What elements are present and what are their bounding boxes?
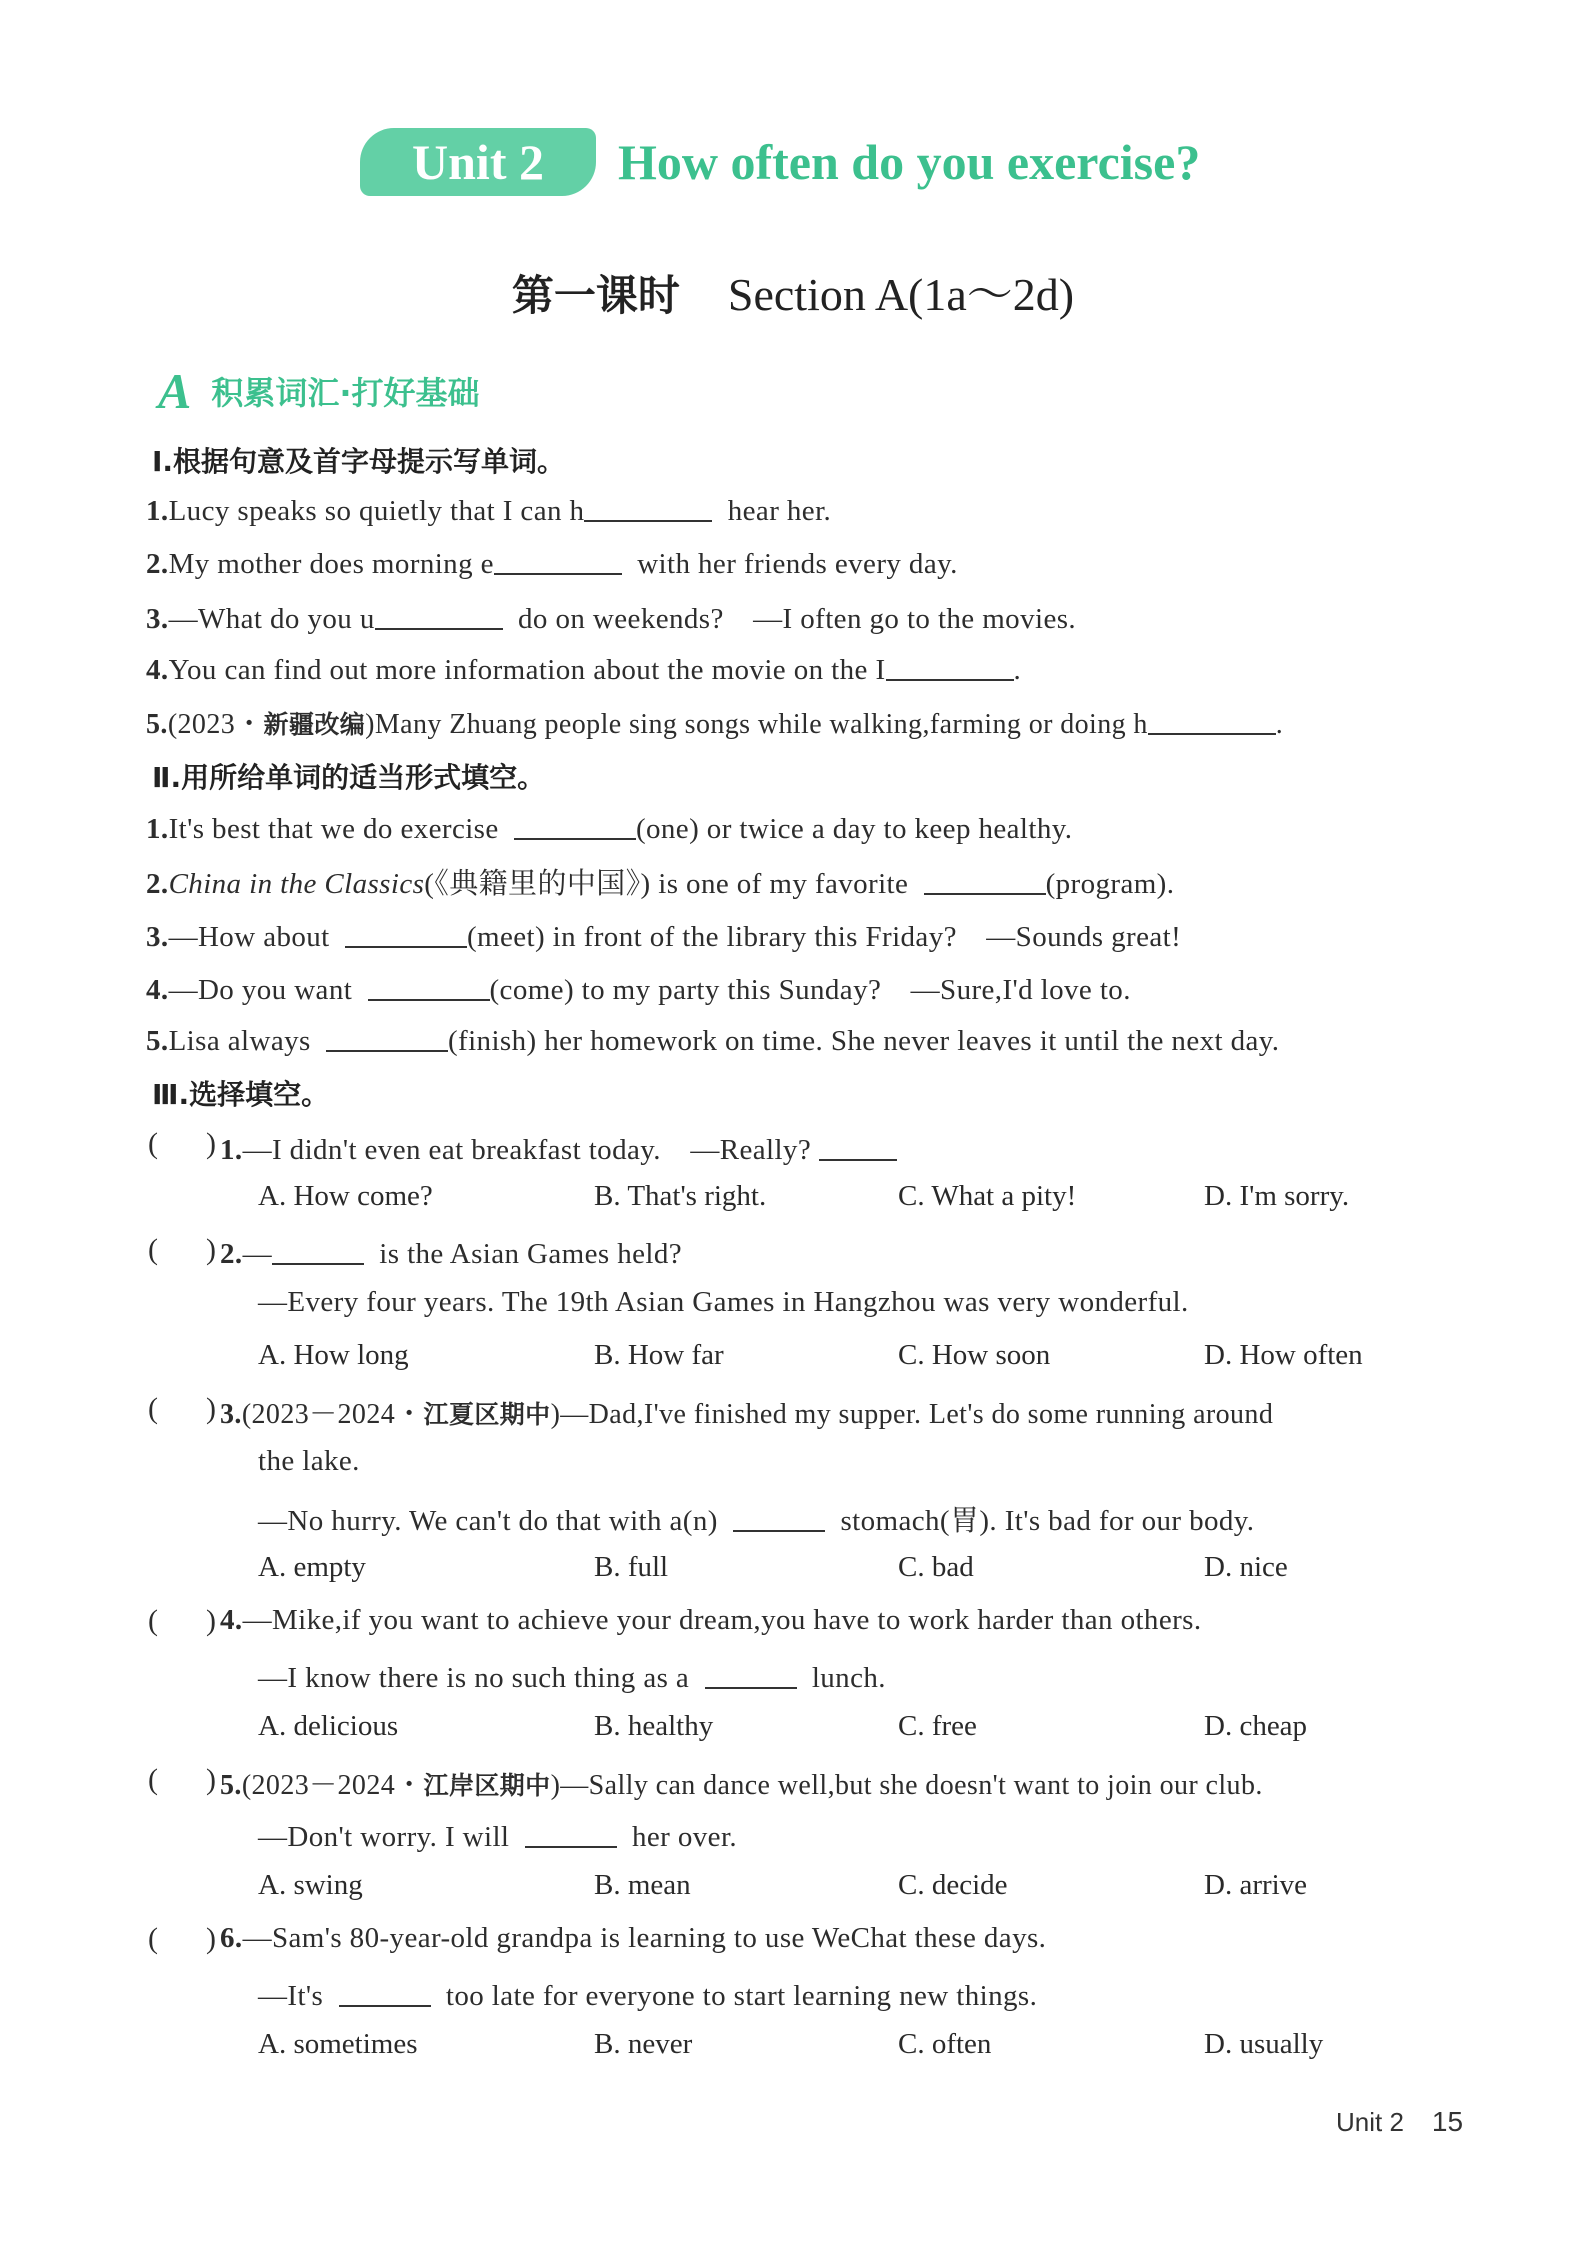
q1-options	[258, 1180, 1458, 1220]
question-body	[220, 1233, 682, 1271]
question-text: —Sam's 80-year-old grandpa is learning to use WeChat these days.	[242, 1922, 1047, 1954]
item-text: —What do you u	[168, 603, 375, 635]
question-text: too late for everyone to start learning new things.	[445, 1980, 1038, 2012]
option-c[interactable]: C. How soon	[898, 1339, 1051, 1371]
q2-options	[258, 1339, 1458, 1379]
option-c[interactable]: C. bad	[898, 1551, 974, 1583]
q4-response	[258, 1657, 886, 1695]
answer-slot[interactable]	[172, 1127, 202, 1157]
answer-blank[interactable]	[375, 598, 503, 630]
item-number: 5.	[146, 709, 168, 740]
answer-blank[interactable]	[886, 649, 1014, 681]
question-source: 江夏区期中	[423, 1400, 551, 1429]
part1-item-1	[146, 490, 831, 528]
question-text: —	[242, 1238, 272, 1270]
answer-paren-open: (	[148, 1922, 159, 1955]
question-text: her over.	[632, 1821, 738, 1853]
option-c[interactable]: C. often	[898, 2028, 992, 2060]
item-text: (《典籍里的中国》) is one of my favorite	[424, 868, 909, 900]
item-text: Lucy speaks so quietly that I can h	[168, 495, 585, 527]
q3-stem-continued: the lake.	[258, 1445, 360, 1477]
option-c[interactable]: C. free	[898, 1710, 977, 1742]
option-a[interactable]: A. sometimes	[258, 2028, 418, 2060]
page-footer	[1336, 2106, 1463, 2138]
question-text: —I didn't even eat breakfast today. —Really?	[242, 1134, 812, 1166]
item-text: hear her.	[727, 495, 832, 527]
item-number: 1.	[146, 495, 169, 527]
answer-blank[interactable]	[924, 863, 1046, 895]
answer-blank[interactable]	[326, 1020, 448, 1052]
part2-item-1	[146, 808, 1072, 846]
question-source: 江岸区期中	[423, 1771, 551, 1800]
q2-response: —Every four years. The 19th Asian Games in Hangzhou was very wonderful.	[258, 1286, 1189, 1318]
option-b[interactable]: B. full	[594, 1551, 669, 1583]
question-body	[220, 1604, 1202, 1637]
question-number: 3.	[220, 1399, 242, 1430]
option-a[interactable]: A. How come?	[258, 1180, 433, 1212]
item-number: 5.	[146, 1025, 169, 1057]
q5-response	[258, 1816, 737, 1854]
answer-blank[interactable]	[733, 1500, 825, 1532]
answer-blank[interactable]	[819, 1129, 897, 1161]
item-text: with her friends every day.	[637, 548, 958, 580]
lesson-title-cn: 第一课时	[511, 271, 680, 320]
question-source-open: (2023－2024・	[241, 1399, 424, 1430]
question-body	[220, 1392, 1273, 1432]
option-b[interactable]: B. healthy	[594, 1710, 714, 1742]
question-text: lunch.	[811, 1662, 886, 1694]
answer-blank[interactable]	[272, 1233, 364, 1265]
answer-blank[interactable]	[1148, 703, 1276, 735]
part2-item-3	[146, 914, 1181, 955]
question-text: )—Sally can dance well,but she doesn't want to join our club.	[550, 1770, 1263, 1801]
q3-response	[258, 1498, 1254, 1539]
option-b[interactable]: B. That's right.	[594, 1180, 767, 1212]
item-source: 新疆改编	[263, 710, 366, 739]
answer-blank[interactable]	[525, 1816, 617, 1848]
question-text: —Don't worry. I will	[258, 1821, 510, 1853]
answer-paren-close: )	[206, 1604, 217, 1637]
option-a[interactable]: A. How long	[258, 1339, 409, 1371]
q6-response	[258, 1975, 1037, 2013]
answer-paren-open: (	[148, 1233, 159, 1266]
answer-blank[interactable]	[705, 1657, 797, 1689]
question-text: —No hurry. We can't do that with a(n)	[258, 1505, 718, 1537]
question-text: is the Asian Games held?	[379, 1238, 683, 1270]
question-text: )—Dad,I've finished my supper. Let's do some running around	[550, 1399, 1274, 1430]
answer-paren-close: )	[206, 1233, 217, 1266]
part2-heading: Ⅱ.用所给单词的适当形式填空。	[152, 761, 546, 794]
part2-item-2	[146, 861, 1174, 902]
part1-item-5	[146, 702, 1283, 742]
question-body	[220, 1763, 1263, 1803]
item-number: 1.	[146, 813, 169, 845]
option-a[interactable]: A. delicious	[258, 1710, 399, 1742]
answer-paren-open: (	[148, 1127, 159, 1160]
item-text: (finish) her homework on time. She never leaves it until the next day.	[447, 1025, 1280, 1057]
section-letter: A	[158, 363, 192, 419]
answer-blank[interactable]	[368, 969, 490, 1001]
part1-item-2	[146, 543, 958, 581]
item-text: .	[1013, 654, 1022, 686]
option-c[interactable]: C. What a pity!	[898, 1180, 1077, 1212]
option-b[interactable]: B. never	[594, 2028, 693, 2060]
item-text: do on weekends? —I often go to the movies.	[518, 603, 1077, 635]
item-text: (meet) in front of the library this Friday? —Sounds great!	[466, 921, 1182, 953]
option-a[interactable]: A. swing	[258, 1869, 363, 1901]
lesson-title	[0, 258, 1586, 324]
part3-heading: Ⅲ.选择填空。	[152, 1078, 330, 1111]
question-number: 2.	[220, 1238, 243, 1270]
item-number: 3.	[146, 921, 169, 953]
answer-slot[interactable]	[172, 1763, 202, 1793]
option-d[interactable]: D. cheap	[1204, 1710, 1308, 1742]
answer-slot[interactable]	[172, 1392, 202, 1422]
item-number: 4.	[146, 974, 169, 1006]
q5-options	[258, 1869, 1458, 1909]
answer-paren-open: (	[148, 1763, 159, 1796]
option-b[interactable]: B. How far	[594, 1339, 724, 1371]
unit-badge	[360, 128, 596, 196]
item-text: )Many Zhuang people sing songs while walking,farming or doing h	[365, 709, 1148, 740]
book-title: China in the Classics	[168, 868, 425, 900]
answer-paren-open: (	[148, 1392, 159, 1425]
item-number: 2.	[146, 548, 169, 580]
answer-blank[interactable]	[584, 490, 712, 522]
item-text: (program).	[1045, 868, 1175, 900]
item-text: My mother does morning e	[168, 548, 494, 580]
item-source-open: (2023・	[167, 709, 264, 740]
option-d[interactable]: D. nice	[1204, 1551, 1288, 1583]
question-source-open: (2023－2024・	[241, 1770, 424, 1801]
question-number: 4.	[220, 1604, 243, 1636]
item-number: 3.	[146, 603, 169, 635]
answer-slot[interactable]	[172, 1922, 202, 1952]
answer-blank[interactable]	[494, 543, 622, 575]
item-number: 4.	[146, 654, 169, 686]
unit-title: How often do you exercise?	[618, 134, 1201, 190]
answer-paren-close: )	[206, 1922, 217, 1955]
part1-item-3	[146, 596, 1076, 637]
item-text: It's best that we do exercise	[168, 813, 499, 845]
item-number: 2.	[146, 868, 169, 900]
answer-paren-close: )	[206, 1392, 217, 1425]
answer-blank[interactable]	[514, 808, 636, 840]
option-d[interactable]: D. I'm sorry.	[1204, 1180, 1350, 1212]
item-text: —How about	[168, 921, 330, 953]
option-d[interactable]: D. arrive	[1204, 1869, 1308, 1901]
q3-options	[258, 1551, 1458, 1591]
question-text: stomach(胃). It's bad for our body.	[840, 1505, 1255, 1537]
section-label: 积累词汇·打好基础	[211, 374, 480, 412]
item-text: (one) or twice a day to keep healthy.	[635, 813, 1073, 845]
unit-header	[360, 124, 1360, 200]
part2-item-5	[146, 1020, 1279, 1058]
option-d[interactable]: D. usually	[1204, 2028, 1324, 2060]
option-c[interactable]: C. decide	[898, 1869, 1008, 1901]
page-number: 15	[1431, 2106, 1464, 2137]
answer-paren-close: )	[206, 1127, 217, 1160]
answer-paren-close: )	[206, 1763, 217, 1796]
footer-unit: Unit 2	[1336, 2107, 1404, 2137]
lesson-title-en: Section A(1a～2d)	[727, 269, 1075, 320]
answer-blank[interactable]	[339, 1975, 431, 2007]
question-text: —I know there is no such thing as a	[258, 1662, 690, 1694]
item-text: .	[1275, 709, 1284, 740]
question-number: 6.	[220, 1922, 243, 1954]
question-text: —It's	[258, 1980, 324, 2012]
q4-options	[258, 1710, 1458, 1750]
answer-slot[interactable]	[172, 1233, 202, 1263]
item-text: Lisa always	[168, 1025, 311, 1057]
option-b[interactable]: B. mean	[594, 1869, 691, 1901]
item-text: —Do you want	[168, 974, 353, 1006]
answer-paren-open: (	[148, 1604, 159, 1637]
part1-item-4	[146, 649, 1021, 687]
part1-heading: Ⅰ.根据句意及首字母提示写单词。	[152, 445, 566, 478]
question-text: —Mike,if you want to achieve your dream,you have to work harder than others.	[242, 1604, 1202, 1636]
answer-blank[interactable]	[345, 916, 467, 948]
section-heading	[158, 362, 480, 422]
unit-badge-text: Unit 2	[412, 134, 544, 190]
answer-slot[interactable]	[172, 1604, 202, 1634]
question-body	[220, 1922, 1046, 1955]
option-d[interactable]: D. How often	[1204, 1339, 1363, 1371]
item-text: You can find out more information about the movie on the I	[168, 654, 886, 686]
option-a[interactable]: A. empty	[258, 1551, 366, 1583]
part2-item-4	[146, 967, 1131, 1008]
question-body	[220, 1127, 897, 1168]
question-number: 1.	[220, 1134, 243, 1166]
question-number: 5.	[220, 1770, 242, 1801]
item-text: (come) to my party this Sunday? —Sure,I'd love to.	[489, 974, 1131, 1006]
q6-options	[258, 2028, 1458, 2068]
